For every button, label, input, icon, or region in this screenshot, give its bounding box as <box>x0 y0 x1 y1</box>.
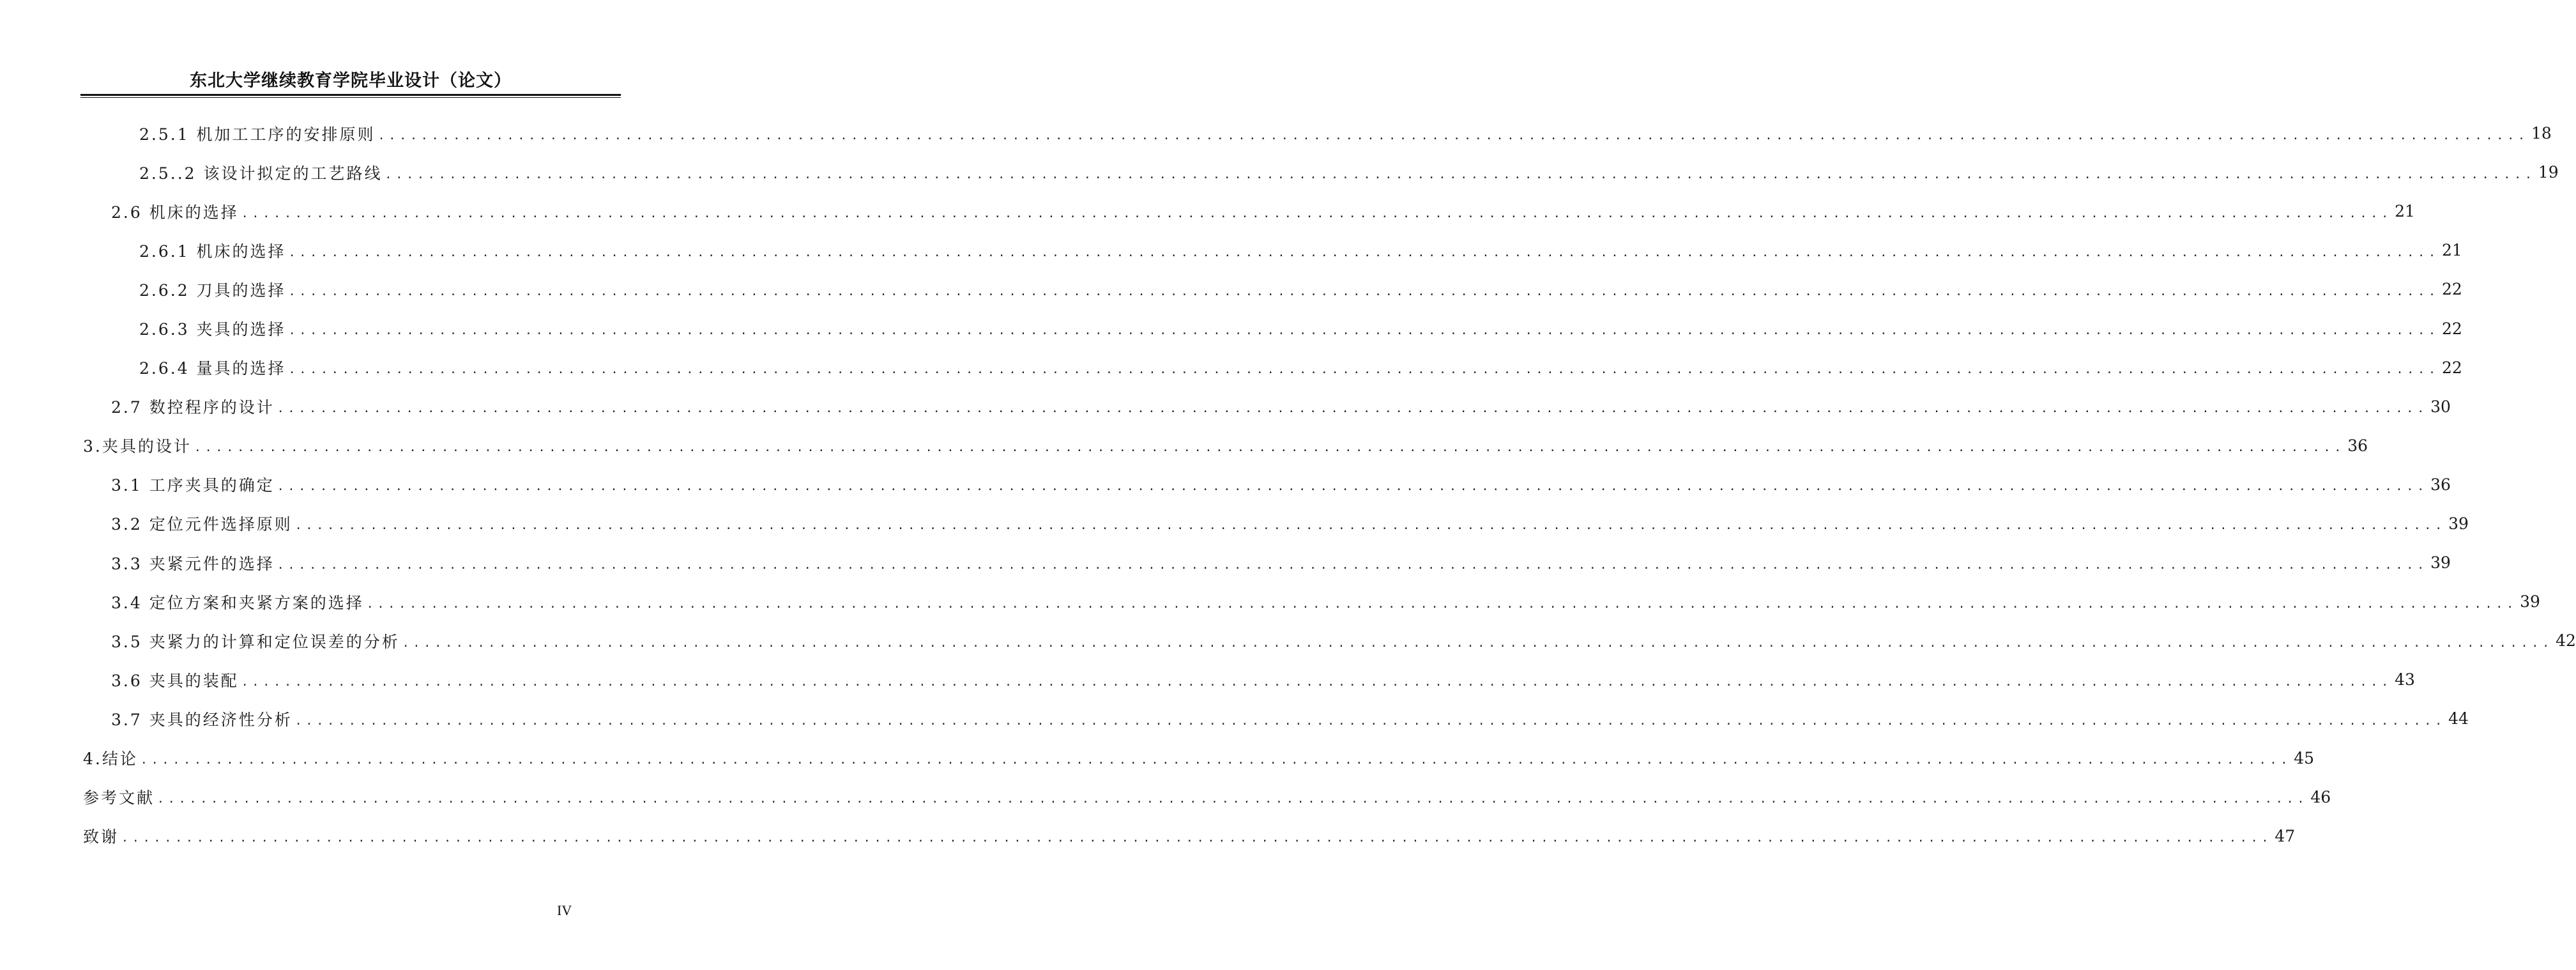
toc-dot-leader: ........................................................................................................................................................................................................ <box>288 245 2439 259</box>
header-rule-thin <box>80 97 621 98</box>
toc-entry-title: 2.6.2 刀具的选择 <box>139 281 286 300</box>
toc-entry-row <box>111 465 2451 504</box>
toc-entry-page: 42 <box>2556 631 2576 651</box>
toc-dot-leader: ........................................................................................................................................................................................................ <box>294 714 2446 728</box>
toc-entry[interactable] <box>0 660 2415 699</box>
toc-dot-leader: ........................................................................................................................................................................................................ <box>288 284 2439 298</box>
toc-dot-leader: ........................................................................................................................................................................................................ <box>241 206 2393 220</box>
toc-entry-title: 2.6 机床的选择 <box>111 203 239 222</box>
toc-entry-title: 3.夹具的设计 <box>83 437 192 456</box>
toc-entry-title: 3.3 夹紧元件的选择 <box>111 554 275 573</box>
toc-entry-row <box>111 543 2451 582</box>
toc-dot-leader: ........................................................................................................................................................................................................ <box>377 128 2529 142</box>
toc-entry-row <box>139 153 2559 192</box>
toc-entry-page: 45 <box>2294 748 2315 767</box>
toc-entry-row <box>83 426 2368 465</box>
toc-entry[interactable] <box>0 543 2451 582</box>
toc-entry-row <box>111 192 2415 231</box>
toc-dot-leader: ........................................................................................................................................................................................................ <box>277 558 2428 572</box>
toc-dot-leader: ........................................................................................................................................................................................................ <box>288 324 2439 338</box>
toc-entry-page: 47 <box>2275 826 2296 845</box>
toc-entry-title: 4.结论 <box>83 750 138 769</box>
toc-entry-row <box>111 621 2576 660</box>
toc-entry[interactable] <box>0 465 2451 504</box>
toc-entry[interactable] <box>0 426 2368 465</box>
toc-entry-title: 3.5 夹紧力的计算和定位误差的分析 <box>111 632 400 651</box>
toc-entry[interactable] <box>0 153 2559 192</box>
toc-entry[interactable] <box>0 387 2451 426</box>
toc-entry-page: 18 <box>2531 124 2552 143</box>
toc-entry-page: 22 <box>2441 358 2462 377</box>
toc-dot-leader: ........................................................................................................................................................................................................ <box>157 792 2308 806</box>
toc-entry[interactable] <box>0 309 2462 348</box>
toc-entry-title: 2.7 数控程序的设计 <box>111 398 275 417</box>
table-of-contents <box>0 114 2576 856</box>
toc-dot-leader: ........................................................................................................................................................................................................ <box>241 675 2393 689</box>
toc-entry[interactable] <box>0 699 2469 738</box>
toc-entry-row <box>139 309 2462 348</box>
toc-entry[interactable] <box>0 348 2462 387</box>
toc-entry-title: 3.6 夹具的装配 <box>111 671 239 690</box>
toc-entry[interactable] <box>0 114 2552 153</box>
toc-entry-row <box>139 114 2552 153</box>
toc-dot-leader: ........................................................................................................................................................................................................ <box>277 480 2428 494</box>
toc-entry[interactable] <box>0 621 2576 660</box>
toc-entry-page: 36 <box>2430 475 2451 494</box>
toc-entry-title: 3.2 定位元件选择原则 <box>111 515 293 534</box>
toc-dot-leader: ........................................................................................................................................................................................................ <box>385 167 2536 181</box>
toc-entry-title: 2.6.1 机床的选择 <box>139 242 286 261</box>
toc-entry[interactable] <box>0 778 2331 817</box>
toc-entry[interactable] <box>0 817 2296 856</box>
toc-entry[interactable] <box>0 504 2469 543</box>
toc-entry-page: 21 <box>2441 241 2462 260</box>
toc-entry-page: 39 <box>2520 592 2540 612</box>
toc-entry-page: 30 <box>2430 397 2451 416</box>
toc-entry-page: 39 <box>2430 553 2451 573</box>
toc-dot-leader: ........................................................................................................................................................................................................ <box>194 441 2345 455</box>
toc-entry-row <box>139 231 2462 270</box>
toc-entry-title: 参考文献 <box>83 789 155 808</box>
toc-entry[interactable] <box>0 739 2315 778</box>
toc-entry-title: 2.6.3 夹具的选择 <box>139 320 286 339</box>
toc-entry-title: 2.5.1 机加工工序的安排原则 <box>139 125 376 144</box>
page-header-title: 东北大学继续教育学院毕业设计（论文） <box>190 71 512 91</box>
toc-entry-title: 致谢 <box>83 828 119 847</box>
toc-entry-page: 22 <box>2441 319 2462 338</box>
toc-entry-row <box>139 348 2462 387</box>
toc-entry-row <box>111 582 2540 621</box>
toc-dot-leader: ........................................................................................................................................................................................................ <box>140 753 2292 767</box>
toc-entry-page: 46 <box>2310 787 2331 806</box>
toc-entry[interactable] <box>0 231 2462 270</box>
toc-entry-page: 21 <box>2395 202 2415 221</box>
toc-entry-page: 43 <box>2395 670 2415 689</box>
toc-entry-row <box>111 699 2469 738</box>
toc-entry-page: 44 <box>2448 709 2469 728</box>
toc-entry-page: 39 <box>2448 514 2469 533</box>
toc-entry[interactable] <box>0 270 2462 309</box>
toc-dot-leader: ........................................................................................................................................................................................................ <box>366 597 2518 611</box>
toc-entry-row <box>83 739 2315 778</box>
toc-entry-title: 3.4 定位方案和夹紧方案的选择 <box>111 593 364 612</box>
toc-entry[interactable] <box>0 582 2540 621</box>
toc-entry-title: 3.1 工序夹具的确定 <box>111 476 275 495</box>
toc-entry-row <box>83 817 2296 856</box>
toc-entry-row <box>111 387 2451 426</box>
toc-entry-title: 2.5..2 该设计拟定的工艺路线 <box>139 164 383 183</box>
toc-entry-row <box>111 660 2415 699</box>
toc-entry-page: 36 <box>2347 436 2368 455</box>
header-rule-thick <box>80 94 621 96</box>
toc-entry-row <box>111 504 2469 543</box>
toc-entry-title: 3.7 夹具的经济性分析 <box>111 710 293 729</box>
page-number: IV <box>557 902 572 918</box>
toc-entry-row <box>83 778 2331 817</box>
toc-dot-leader: ........................................................................................................................................................................................................ <box>402 636 2554 650</box>
toc-dot-leader: ........................................................................................................................................................................................................ <box>288 363 2439 377</box>
toc-entry[interactable] <box>0 192 2415 231</box>
toc-entry-page: 22 <box>2441 280 2462 299</box>
toc-entry-row <box>139 270 2462 309</box>
toc-dot-leader: ........................................................................................................................................................................................................ <box>121 831 2273 845</box>
toc-entry-page: 19 <box>2538 163 2559 182</box>
toc-entry-title: 2.6.4 量具的选择 <box>139 359 286 378</box>
toc-dot-leader: ........................................................................................................................................................................................................ <box>277 402 2428 416</box>
toc-dot-leader: ........................................................................................................................................................................................................ <box>294 519 2446 533</box>
